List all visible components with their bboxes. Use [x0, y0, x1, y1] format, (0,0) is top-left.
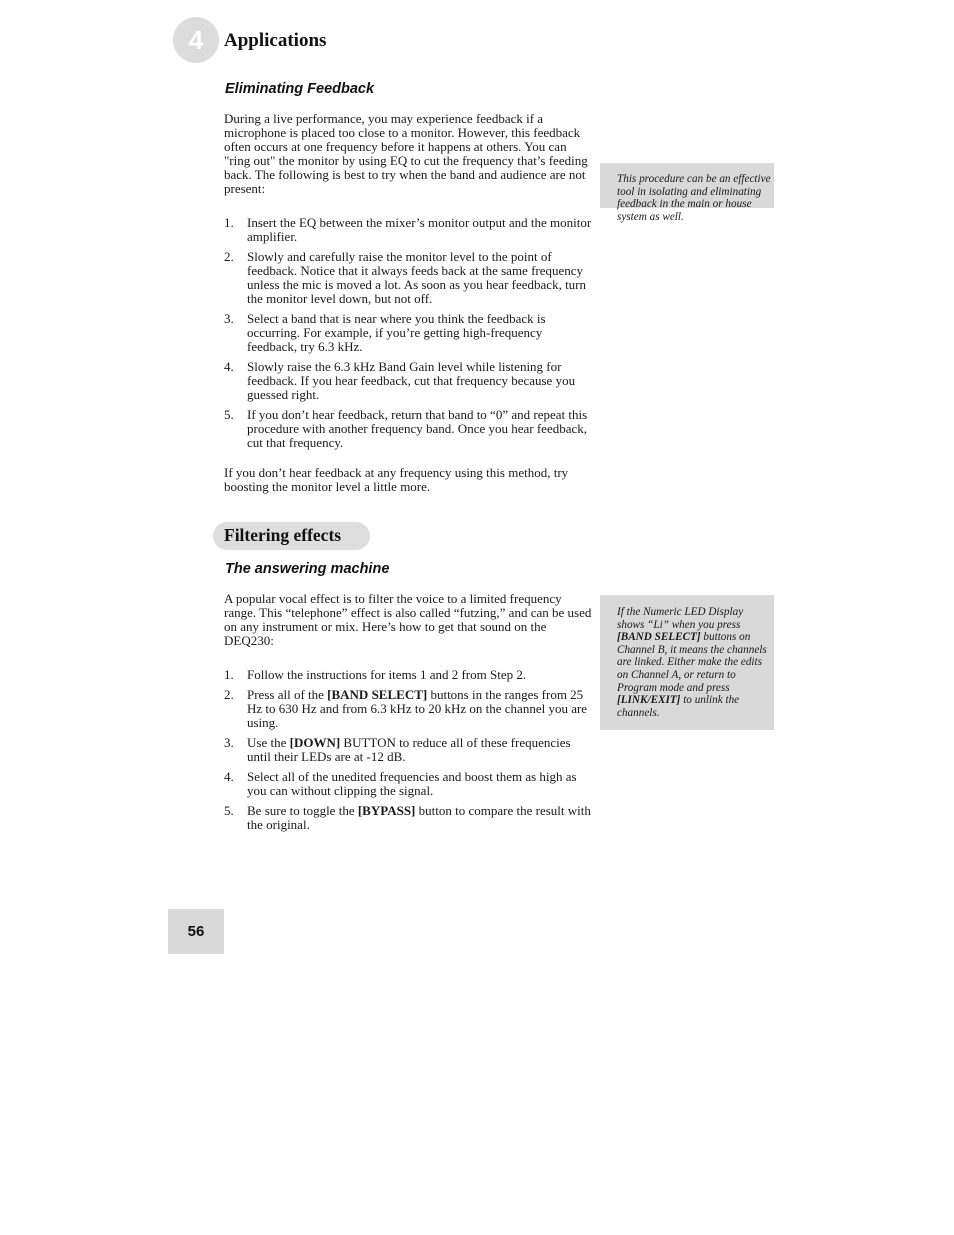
list-item: [224, 804, 592, 832]
feedback-steps-list: [224, 216, 592, 456]
step-text: Be sure to toggle the: [247, 803, 358, 818]
step-text: Select a band that is near where you think the feedback is occurring. For example, if you’re getting high-frequency feedback, try 6.3 kHz.: [247, 311, 546, 354]
step-text: If you don’t hear feedback, return that band to “0” and repeat this procedure with another frequency band. Once you hear feedback, cut that frequency.: [247, 407, 588, 450]
step-number: 5.: [224, 407, 234, 422]
intro-paragraph-filtering: A popular vocal effect is to filter the voice to a limited frequency range. This “telephone” effect is also called “futzing,” and can be used on any instrument or mix. Here’s how to get that sound on the DEQ230:: [224, 591, 592, 648]
step-number: 3.: [224, 735, 234, 750]
list-item: [224, 408, 592, 450]
list-item: [224, 216, 592, 244]
step-text: buttons in the ranges from 25 Hz to 630 Hz and from 6.3 kHz to 20 kHz on the channel you are using.: [247, 687, 588, 730]
chapter-title: Applications: [224, 30, 327, 51]
step-number: 2.: [224, 687, 234, 702]
step-text: Slowly raise the 6.3 kHz Band Gain level while listening for feedback. If you hear feedback, cut that frequency because you guessed right.: [247, 359, 576, 402]
chapter-badge: [173, 17, 219, 63]
step-number: 1.: [224, 667, 234, 682]
list-item: [224, 360, 592, 402]
step-number: 1.: [224, 215, 234, 230]
step-number: 3.: [224, 311, 234, 326]
page-number: 56: [187, 923, 205, 940]
list-item: [224, 312, 592, 354]
page-number-box: [168, 909, 224, 954]
sidebar-note-feedback: This procedure can be an effective tool in isolating and eliminating feedback in the main or house system as well.: [600, 163, 774, 208]
sidebar-note-link: [600, 595, 774, 730]
step-number: 5.: [224, 803, 234, 818]
subheading-eliminating-feedback: Eliminating Feedback: [225, 81, 375, 97]
step-number: 2.: [224, 249, 234, 264]
chapter-number: 4: [188, 25, 204, 55]
list-item: [224, 668, 592, 682]
list-item: [224, 736, 592, 764]
section-header-pill: [213, 522, 370, 550]
closing-paragraph-feedback: If you don’t hear feedback at any frequency using this method, try boosting the monitor level a little more.: [224, 465, 569, 494]
sidebar-text: to unlink the channels.: [617, 694, 740, 719]
step-text: Slowly and carefully raise the monitor level to the point of feedback. Notice that it always feeds back at the same frequency unless the mic is moved a lot. As soon as you hear feedback, turn the monitor level down, but not off.: [247, 249, 587, 306]
step-text: BUTTON to reduce all of these frequencies until their LEDs are at -12 dB.: [247, 735, 571, 764]
step-text: button to compare the result with the original.: [247, 803, 591, 832]
list-item: [224, 688, 592, 730]
button-reference-band-select: [BAND SELECT]: [617, 631, 701, 644]
button-reference-band-select: [BAND SELECT]: [327, 687, 428, 702]
step-text: Select all of the unedited frequencies and boost them as high as you can without clipping the signal.: [247, 769, 577, 798]
button-reference-bypass: [BYPASS]: [357, 803, 416, 818]
button-reference-link-exit: [LINK/EXIT]: [617, 694, 681, 707]
button-reference-down: [DOWN]: [289, 735, 341, 750]
section-title-filtering-effects: Filtering effects: [224, 525, 342, 545]
list-item: [224, 770, 592, 798]
intro-paragraph-feedback: During a live performance, you may experience feedback if a microphone is placed too close to a monitor. However, this feedback often occurs at one frequency before it happens at others. You can "ring out" the monitor by using EQ to cut the frequency that’s feeding back. The following is best to try when the band and audience are not present:: [224, 111, 588, 196]
subheading-answering-machine: The answering machine: [225, 561, 390, 577]
sidebar-text: buttons on Channel B, it means the channels are linked. Either make the edits on Channel A, or return to Program mode and press: [617, 631, 767, 694]
step-text: Press all of the: [247, 687, 328, 702]
sidebar-text: If the Numeric LED Display shows “Li” when you press: [617, 606, 744, 631]
step-text: Follow the instructions for items 1 and 2 from Step 2.: [247, 667, 527, 682]
list-item: [224, 250, 592, 306]
step-text: Insert the EQ between the mixer’s monitor output and the monitor amplifier.: [247, 215, 592, 244]
step-text: Use the: [247, 735, 290, 750]
step-number: 4.: [224, 359, 234, 374]
step-number: 4.: [224, 769, 234, 784]
filtering-steps-list: [224, 668, 592, 838]
